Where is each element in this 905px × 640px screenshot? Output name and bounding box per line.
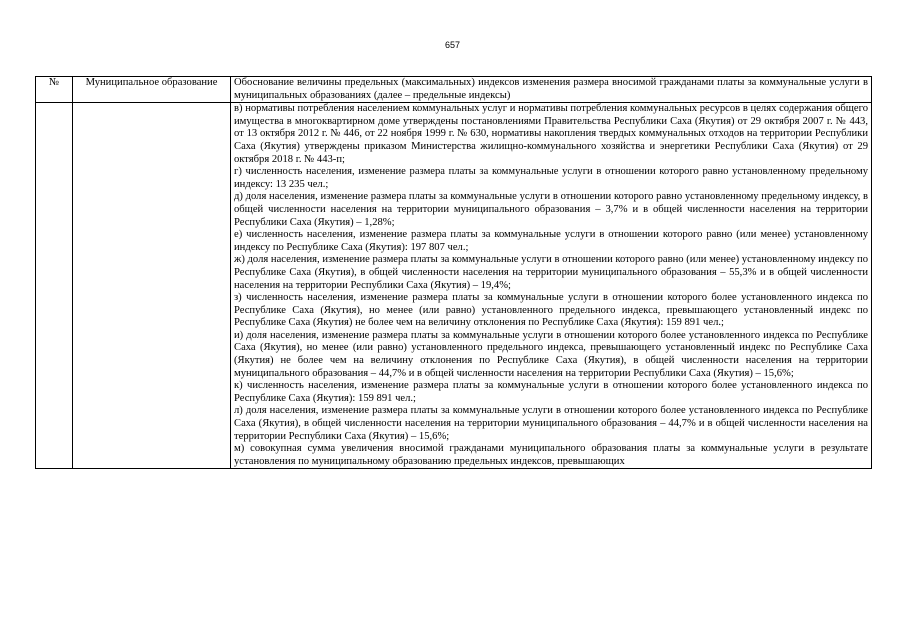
table-header-row	[36, 77, 872, 103]
paragraph-e: е) численность населения, изменение размера платы за коммунальные услуги в отношении которого равно (или менее) установленному индексу по Республике Саха (Якутия): 197 807 чел.;	[234, 229, 868, 253]
table-row	[36, 103, 872, 469]
paragraph-zh: ж) доля населения, изменение размера платы за коммунальные услуги в отношении которого равно (или менее) установленному индексу по Республике Саха (Якутия), в общей численности населения на территории муниципального образования – 55,3% и в общей численности населения на территории Республики Саха (Якутия) – 19,4%;	[234, 254, 868, 291]
header-number: №	[36, 77, 73, 103]
row-basis-cell	[231, 103, 872, 469]
paragraph-d: д) доля населения, изменение размера платы за коммунальные услуги в отношении которого равно установленному предельному индексу, в общей численности населения на территории муниципального образования – 3,7% и в общей численности населения на территории Республики Саха (Якутия) – 1,28%;	[234, 191, 868, 228]
document-table	[35, 76, 872, 469]
header-basis: Обоснование величины предельных (максимальных) индексов изменения размера вносимой гражданами платы за коммунальные услуги в муниципальных образованиях (далее – предельные индексы)	[231, 77, 872, 103]
row-municipality-cell	[73, 103, 231, 469]
paragraph-v: в) нормативы потребления населением коммунальных услуг и нормативы потребления коммунальных ресурсов в целях содержания общего имущества в многоквартирном доме утверждены постановлениями Правительства Республики Саха (Якутия) от 29 октября 2007 г. № 443, от 13 октября 2012 г. № 446, от 22 ноября 1999 г. № 630, нормативы накопления твердых коммунальных отходов на территории Республики Саха (Якутия) утверждены приказом Министерства жилищно-коммунального хозяйства и энергетики Республики Саха (Якутия) от 29 октября 2018 г. № 443-п;	[234, 103, 868, 165]
header-municipality: Муниципальное образование	[73, 77, 231, 103]
paragraph-k: к) численность населения, изменение размера платы за коммунальные услуги в отношении которого более установленного индекса по Республике Саха (Якутия): 159 891 чел.;	[234, 380, 868, 404]
paragraph-i: и) доля населения, изменение размера платы за коммунальные услуги в отношении которого более установленного индекса по Республике Саха (Якутия), но менее (или равно) установленного предельного индекса, превышающего установленный индекс по Республике Саха (Якутия) не более чем на величину отклонения по Республике Саха (Якутия), в общей численности населения на территории муниципального образования – 44,7% и в общей численности населения на территории Республики Саха (Якутия) – 15,6%;	[234, 329, 868, 379]
paragraph-z: з) численность населения, изменение размера платы за коммунальные услуги в отношении которого более установленного индекса по Республике Саха (Якутия), но менее (или равно) установленного предельного индекса, превышающего установленный индекс по Республике Саха (Якутия) не более чем на величину отклонения по Республике Саха (Якутия): 159 891 чел.;	[234, 292, 868, 329]
paragraph-l: л) доля населения, изменение размера платы за коммунальные услуги в отношении которого более установленного индекса по Республике Саха (Якутия), в общей численности населения на территории муниципального образования – 44,7% и в общей численности населения на территории Республики Саха (Якутия) – 15,6%;	[234, 405, 868, 442]
row-number-cell	[36, 103, 73, 469]
paragraph-g: г) численность населения, изменение размера платы за коммунальные услуги в отношении которого равно установленному предельному индексу: 13 235 чел.;	[234, 166, 868, 190]
page-number: 657	[444, 40, 461, 50]
paragraph-m: м) совокупная сумма увеличения вносимой гражданами муниципального образования платы за коммунальные услуги в результате установления по муниципальному образованию предельных индексов, превышающих	[234, 443, 868, 467]
